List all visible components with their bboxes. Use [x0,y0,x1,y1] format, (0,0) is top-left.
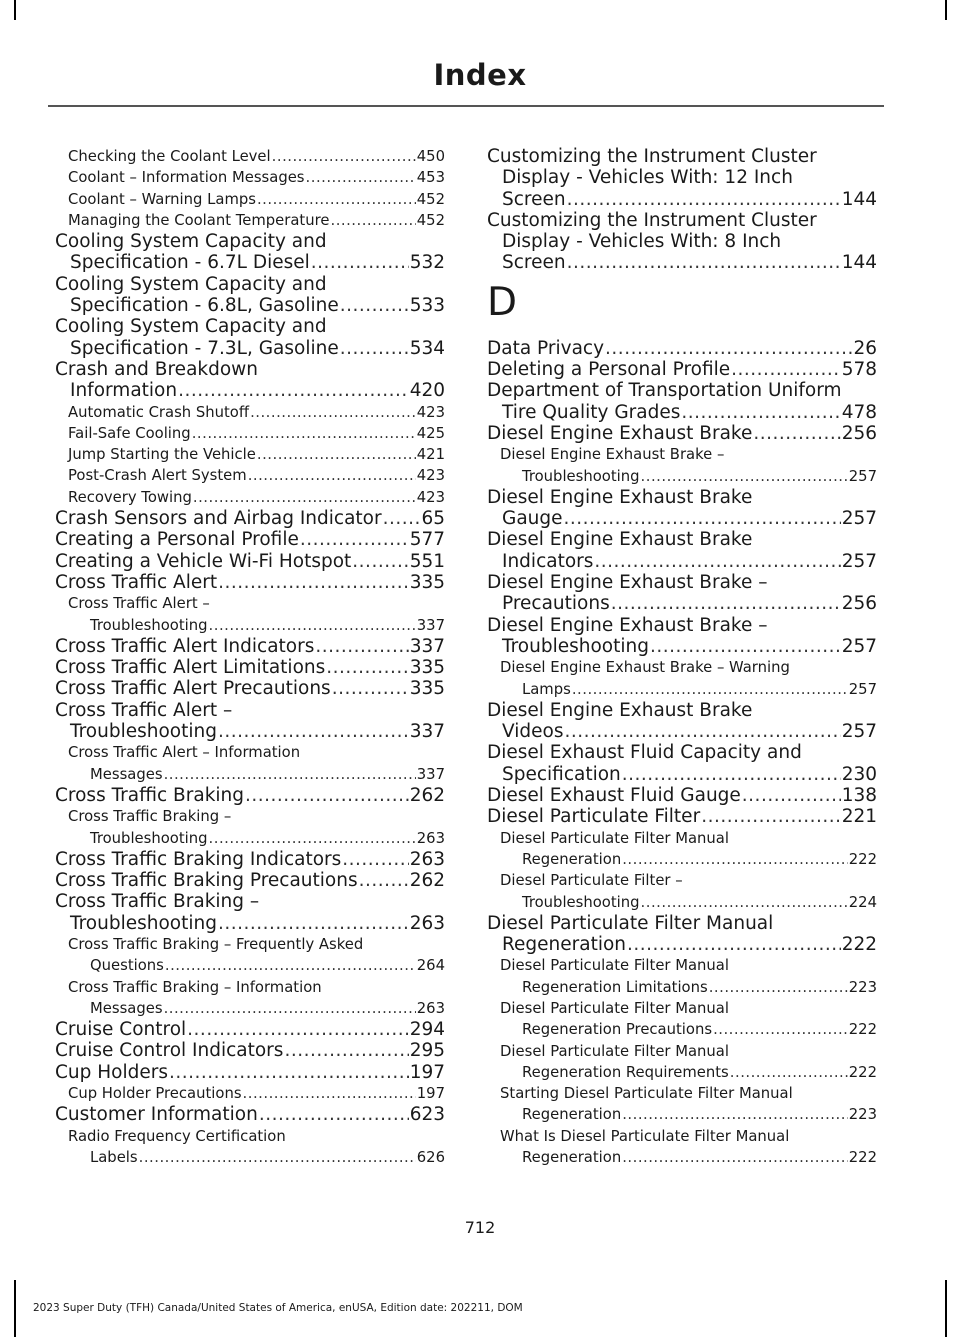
dot-leader [681,402,840,423]
dot-leader [641,466,848,487]
entry-text: Cup Holder Precautions [68,1085,242,1103]
index-entry [487,423,877,444]
entry-page-number[interactable]: 450 [416,148,445,165]
entry-text: Specification - 7.3L, Gasoline [70,337,339,359]
entry-text: Diesel Particulate Filter Manual [487,912,774,934]
entry-text: Cooling System Capacity and [55,316,327,338]
index-column-right [487,146,877,1168]
dot-leader [342,849,408,870]
index-subentry [55,742,445,785]
dot-leader [627,934,841,955]
entry-page-number[interactable]: 222 [848,850,877,868]
dot-leader [164,998,416,1019]
dot-leader [567,252,841,273]
entry-page-number[interactable]: 221 [841,806,877,828]
entry-text: Automatic Crash Shutoff [68,403,250,421]
entry-text: Diesel Particulate Filter Manual [500,957,729,975]
entry-text: Fail-Safe Cooling [68,424,191,442]
index-entry [487,572,877,615]
entry-page-number[interactable]: 257 [841,550,877,572]
crop-mark-bottom-right [945,1280,947,1337]
dot-leader [622,849,848,870]
entry-text: Radio Frequency Certification [68,1127,286,1145]
footer-edition-info: 2023 Super Duty (TFH) Canada/United States of America, enUSA, Edition date: 202211, DOM [33,1302,523,1314]
entry-page-number[interactable]: 577 [409,529,445,551]
entry-text: Crash and Breakdown [55,358,259,380]
index-entry [487,700,877,743]
index-entry [487,487,877,530]
index-entry [487,913,877,956]
dot-leader [245,785,409,806]
entry-text: Cross Traffic Braking – [68,808,232,826]
entry-text: Cross Traffic Alert Limitations [55,657,326,679]
entry-page-number[interactable]: 144 [841,188,877,210]
entry-text: Display - Vehicles With: 12 Inch [502,167,793,189]
entry-page-number[interactable]: 263 [416,999,445,1017]
entry-page-number[interactable]: 262 [409,784,445,806]
index-subentry [487,1126,877,1169]
entry-text: Diesel Particulate Filter Manual [500,1042,729,1060]
entry-text: Troubleshooting [70,912,217,934]
index-subentry [487,955,877,998]
dot-leader [165,955,416,976]
dot-leader [340,338,409,359]
index-subentry [487,1041,877,1084]
dot-leader [209,828,416,849]
entry-text: Cross Traffic Braking – Frequently Asked [68,935,364,953]
entry-text: Lamps [522,680,571,698]
dot-leader [359,870,409,891]
index-subentry [487,657,877,700]
entry-page-number[interactable]: 623 [409,1104,445,1126]
entry-text: Tire Quality Grades [502,401,681,423]
dot-leader [259,1104,409,1125]
entry-text: Cooling System Capacity and [55,273,327,295]
dot-leader [622,1104,848,1125]
dot-leader [284,1040,408,1061]
entry-text: Cruise Control Indicators [55,1040,284,1062]
dot-leader [243,1083,416,1104]
dot-leader [209,615,416,636]
index-entry [55,1104,445,1125]
index-entry [55,785,445,806]
entry-text: Cross Traffic Alert [55,571,218,593]
entry-text: Diesel Exhaust Fluid Gauge [487,785,741,807]
entry-page-number[interactable]: 257 [841,508,877,530]
entry-text: Post-Crash Alert System [68,467,247,485]
entry-text: Cross Traffic Alert Precautions [55,678,331,700]
dot-leader [257,189,416,210]
dot-leader [713,1019,848,1040]
entry-text: Cross Traffic Braking Precautions [55,870,358,892]
dot-leader [731,359,841,380]
entry-page-number[interactable]: 425 [416,424,445,442]
entry-page-number[interactable]: 578 [841,359,877,381]
dot-leader [272,146,416,167]
dot-leader [178,380,409,401]
dot-leader [605,338,852,359]
entry-text: Checking the Coolant Level [68,148,271,165]
entry-text: Crash Sensors and Airbag Indicator [55,508,382,530]
index-subentry [487,998,877,1041]
index-entry [55,678,445,699]
entry-page-number[interactable]: 294 [409,1019,445,1041]
entry-text: Diesel Engine Exhaust Brake [487,699,753,721]
index-entry [487,210,877,274]
index-entry [55,657,445,678]
entry-page-number[interactable]: 223 [848,978,877,996]
entry-text: Starting Diesel Particulate Filter Manual [500,1085,793,1103]
entry-text: Cup Holders [55,1061,169,1083]
entry-page-number[interactable]: 263 [416,829,445,847]
entry-page-number[interactable]: 626 [416,1148,445,1166]
index-entry [487,529,877,572]
entry-text: Cross Traffic Alert Indicators [55,635,315,657]
entry-page-number[interactable]: 222 [848,1021,877,1039]
entry-text: Diesel Particulate Filter [487,806,701,828]
entry-text: Diesel Engine Exhaust Brake [487,486,753,508]
index-subentry [55,1126,445,1169]
entry-text: Diesel Engine Exhaust Brake – [487,572,768,594]
entry-page-number[interactable]: 533 [409,295,445,317]
entry-page-number[interactable]: 222 [848,1063,877,1081]
entry-text: Troubleshooting [522,893,640,911]
dot-leader [164,764,416,785]
entry-text: What Is Diesel Particulate Filter Manual [500,1127,790,1145]
entry-page-number[interactable]: 257 [848,467,877,485]
dot-leader [564,721,840,742]
index-entries-continued [487,146,877,274]
entry-text: Diesel Engine Exhaust Brake [487,422,753,444]
index-entry [487,380,877,423]
entry-text: Diesel Engine Exhaust Brake [487,529,753,551]
entry-text: Cross Traffic Braking – Information [68,978,322,996]
entry-page-number[interactable]: 65 [421,508,445,530]
index-subentry [55,593,445,636]
dot-leader [218,572,409,593]
title-divider [48,105,884,107]
entry-text: Specification - 6.7L Diesel [70,252,310,274]
dot-leader [187,1019,409,1040]
dot-leader [753,423,840,444]
entry-text: Specification - 6.8L, Gasoline [70,295,339,317]
entry-text: Customizing the Instrument Cluster [487,146,817,167]
dot-leader [622,1147,848,1168]
entry-text: Specification [502,763,621,785]
index-entry [55,359,445,402]
entry-page-number[interactable]: 197 [416,1085,445,1103]
index-subentry [487,1083,877,1126]
index-entry [55,1019,445,1040]
entry-text: Coolant – Information Messages [68,169,305,187]
entry-text: Deleting a Personal Profile [487,359,731,381]
entry-page-number[interactable]: 263 [409,848,445,870]
index-subentry [55,444,445,465]
index-subentry [487,870,877,913]
entry-page-number[interactable]: 257 [841,721,877,743]
index-entry [55,508,445,529]
dot-leader [169,1062,409,1083]
entry-text: Creating a Personal Profile [55,529,299,551]
dot-leader [139,1147,416,1168]
entry-text: Data Privacy [487,337,605,359]
entry-page-number[interactable]: 197 [409,1061,445,1083]
entry-text: Jump Starting the Vehicle [68,446,256,464]
dot-leader [193,487,416,508]
entry-text: Videos [502,721,564,743]
index-subentry [487,444,877,487]
index-entry [487,338,877,359]
dot-leader [257,444,416,465]
entry-page-number[interactable]: 335 [409,571,445,593]
entry-text: Screen [502,188,566,210]
entry-page-number[interactable]: 532 [409,252,445,274]
entry-text: Troubleshooting [90,829,208,847]
entry-text: Regeneration [502,934,627,956]
entry-text: Department of Transportation Uniform [487,380,842,402]
entry-text: Cooling System Capacity and [55,231,327,253]
entry-text: Diesel Exhaust Fluid Capacity and [487,742,802,764]
dot-leader [383,508,421,529]
entry-text: Precautions [502,593,610,615]
index-entry [55,231,445,274]
dot-leader [709,977,848,998]
entry-text: Cross Traffic Braking – [55,891,260,913]
index-subentry [55,487,445,508]
entry-page-number[interactable]: 335 [409,657,445,679]
dot-leader [564,508,841,529]
entry-text: Indicators [502,550,594,572]
entry-text: Cross Traffic Alert – [55,699,233,721]
dot-leader [730,1062,848,1083]
entry-page-number[interactable]: 478 [841,401,877,423]
entry-text: Regeneration Limitations [522,978,708,996]
index-subentry [55,167,445,188]
index-entry [487,806,877,827]
index-entries-d [487,338,877,1169]
entry-page-number[interactable]: 551 [409,550,445,572]
entry-text: Regeneration [522,1106,622,1124]
entry-page-number[interactable]: 224 [848,893,877,911]
entry-text: Labels [90,1148,138,1166]
entry-text: Diesel Engine Exhaust Brake – [500,446,725,464]
dot-leader [701,806,841,827]
index-entry [487,359,877,380]
index-entry [487,742,877,785]
entry-page-number[interactable]: 453 [416,169,445,187]
entry-text: Diesel Engine Exhaust Brake – [487,614,768,636]
dot-leader [250,402,416,423]
index-subentry [55,402,445,423]
page-number: 712 [464,1218,496,1237]
entry-page-number[interactable]: 452 [416,211,445,229]
index-entry [55,700,445,743]
entry-page-number[interactable]: 262 [409,870,445,892]
dot-leader [572,679,848,700]
entry-page-number[interactable]: 230 [841,763,877,785]
crop-mark-top-right [945,0,947,20]
dot-leader [330,210,415,231]
entry-page-number[interactable]: 223 [848,1106,877,1124]
entry-text: Regeneration Requirements [522,1063,729,1081]
entry-text: Diesel Particulate Filter Manual [500,999,729,1017]
dot-leader [352,551,408,572]
index-subentry [55,977,445,1020]
entry-page-number[interactable]: 222 [848,1149,877,1167]
index-entry [55,1040,445,1061]
index-subentry [55,465,445,486]
section-letter-heading: D [487,279,518,325]
entry-text: Coolant – Warning Lamps [68,190,256,208]
entry-text: Customizing the Instrument Cluster [487,209,817,231]
index-entry [55,551,445,572]
dot-leader [306,167,416,188]
entry-page-number[interactable]: 256 [841,593,877,615]
entry-page-number[interactable]: 420 [409,380,445,402]
index-entry [487,146,877,210]
entry-text: Screen [502,252,566,274]
dot-leader [192,423,416,444]
entry-text: Regeneration [522,1149,622,1167]
dot-leader [641,892,848,913]
index-subentry [55,1083,445,1104]
index-entry [487,615,877,658]
index-entry [55,572,445,593]
entry-page-number[interactable]: 337 [409,721,445,743]
entry-text: Diesel Particulate Filter Manual [500,829,729,847]
index-entry [55,891,445,934]
dot-leader [611,593,841,614]
dot-leader [567,189,841,210]
index-entry [55,529,445,550]
entry-text: Diesel Engine Exhaust Brake – Warning [500,659,790,677]
dot-leader [340,295,409,316]
entry-page-number[interactable]: 337 [416,616,445,634]
dot-leader [315,636,408,657]
entry-page-number[interactable]: 423 [416,488,445,506]
entry-text: Recovery Towing [68,488,192,506]
index-subentry [487,828,877,871]
entry-text: Messages [90,765,163,783]
entry-page-number[interactable]: 26 [853,337,877,359]
entry-page-number[interactable]: 423 [416,467,445,485]
entry-text: Troubleshooting [502,635,649,657]
entry-text: Diesel Particulate Filter – [500,872,683,890]
entry-text: Troubleshooting [70,721,217,743]
entry-text: Messages [90,999,163,1017]
entry-text: Display - Vehicles With: 8 Inch [502,231,782,253]
index-entry [55,870,445,891]
entry-text: Questions [90,957,164,975]
entry-page-number[interactable]: 256 [841,422,877,444]
index-column-left [55,146,445,1168]
index-entry [55,316,445,359]
entry-page-number[interactable]: 264 [416,957,445,975]
entry-page-number[interactable]: 423 [416,403,445,421]
entry-page-number[interactable]: 295 [409,1040,445,1062]
entry-text: Cross Traffic Alert – [68,595,210,613]
entry-text: Cross Traffic Alert – Information [68,744,301,762]
entry-page-number[interactable]: 144 [841,252,877,274]
crop-mark-bottom-left [14,1280,16,1337]
crop-mark-top-left [14,0,16,20]
entry-page-number[interactable]: 452 [416,190,445,208]
dot-leader [248,465,416,486]
index-subentry [55,934,445,977]
index-subentry [55,146,445,167]
index-subentry [55,210,445,231]
dot-leader [218,913,409,934]
entry-page-number[interactable]: 337 [409,635,445,657]
entry-page-number[interactable]: 421 [416,446,445,464]
entry-text: Customer Information [55,1104,258,1126]
entry-text: Managing the Coolant Temperature [68,211,330,229]
entry-page-number[interactable]: 335 [409,678,445,700]
index-entry [55,274,445,317]
dot-leader [300,529,409,550]
dot-leader [326,657,408,678]
dot-leader [650,636,841,657]
entry-page-number[interactable]: 263 [409,912,445,934]
entry-page-number[interactable]: 257 [841,635,877,657]
index-subentry [55,806,445,849]
entry-text: Gauge [502,508,563,530]
index-entry [55,849,445,870]
entry-text: Troubleshooting [90,616,208,634]
entry-page-number[interactable]: 138 [841,785,877,807]
entry-text: Cross Traffic Braking [55,784,245,806]
entry-page-number[interactable]: 257 [848,680,877,698]
entry-text: Cross Traffic Braking Indicators [55,848,342,870]
entry-page-number[interactable]: 337 [416,765,445,783]
entry-page-number[interactable]: 534 [409,337,445,359]
dot-leader [218,721,409,742]
page-title: Index [433,58,527,92]
entry-text: Cruise Control [55,1019,187,1041]
dot-leader [311,252,409,273]
dot-leader [594,551,840,572]
index-entry [487,785,877,806]
dot-leader [742,785,841,806]
index-entry [55,1062,445,1083]
dot-leader [622,764,841,785]
index-entry [55,636,445,657]
dot-leader [332,678,409,699]
entry-text: Troubleshooting [522,467,640,485]
index-subentry [55,189,445,210]
entry-text: Creating a Vehicle Wi-Fi Hotspot [55,550,352,572]
entry-page-number[interactable]: 222 [841,934,877,956]
entry-text: Regeneration Precautions [522,1021,713,1039]
index-subentry [55,423,445,444]
entry-text: Information [70,380,178,402]
entry-text: Regeneration [522,850,622,868]
